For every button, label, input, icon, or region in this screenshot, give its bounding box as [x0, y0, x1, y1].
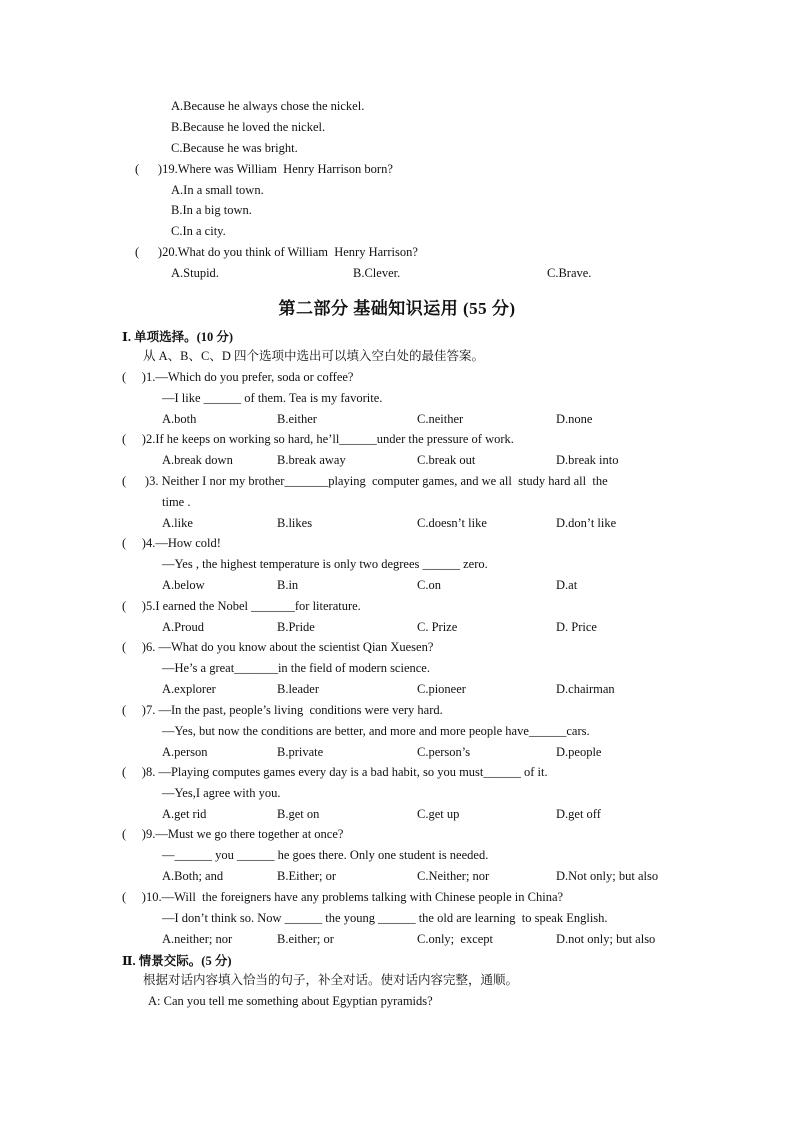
option-a: A.person: [162, 745, 208, 759]
section2-title: Ⅱ. 情景交际。(5 分): [122, 954, 232, 968]
option-b: B.private: [277, 745, 324, 759]
option-d: D. Price: [556, 620, 597, 634]
q19-option-b: B.In a big town.: [171, 203, 252, 217]
question-stem: ( )3. Neither I nor my brother_______playing computer games, and we all study hard all the: [122, 474, 608, 488]
section2-instruction: 根据对话内容填入恰当的句子，补全对话。使对话内容完整，通顺。: [143, 973, 519, 987]
q20-option-a: A.Stupid.: [171, 266, 219, 280]
q18-option-b: B.Because he loved the nickel.: [171, 120, 326, 134]
option-c: C.Neither; nor: [417, 869, 490, 883]
option-a: A.Proud: [162, 620, 205, 634]
option-a: A.explorer: [162, 682, 216, 696]
option-a: A.neither; nor: [162, 932, 233, 946]
option-a: A.get rid: [162, 807, 207, 821]
q18-option-c: C.Because he was bright.: [171, 141, 298, 155]
q20-option-b: B.Clever.: [353, 266, 401, 280]
option-c: C.pioneer: [417, 682, 466, 696]
question-stem: ( )6. —What do you know about the scientist Qian Xuesen?: [122, 640, 434, 654]
question-stem: ( )4.—How cold!: [122, 536, 221, 550]
q19-stem: ( )19.Where was William Henry Harrison born?: [135, 162, 393, 176]
question-line: —Yes,I agree with you.: [162, 786, 281, 800]
option-c: C.on: [417, 578, 441, 592]
section1-title: Ⅰ. 单项选择。(10 分): [122, 330, 234, 344]
option-c: C.only; except: [417, 932, 494, 946]
q19-option-c: C.In a city.: [171, 224, 226, 238]
question-line: —Yes , the highest temperature is only two degrees ______ zero.: [162, 557, 488, 571]
option-b: B.in: [277, 578, 299, 592]
question-line: —I like ______ of them. Tea is my favorite.: [162, 391, 383, 405]
option-a: A.both: [162, 412, 197, 426]
option-d: D.at: [556, 578, 578, 592]
option-b: B.either: [277, 412, 317, 426]
question-stem: ( )2.If he keeps on working so hard, he’ll______under the pressure of work.: [122, 432, 514, 446]
option-c: C. Prize: [417, 620, 458, 634]
question-stem: ( )1.—Which do you prefer, soda or coffee?: [122, 370, 354, 384]
question-stem: ( )10.—Will the foreigners have any problems talking with Chinese people in China?: [122, 890, 564, 904]
q19-option-a: A.In a small town.: [171, 183, 264, 197]
option-b: B.Pride: [277, 620, 315, 634]
question-line: —Yes, but now the conditions are better, and more and more people have______cars.: [162, 724, 590, 738]
question-line: —He’s a great_______in the field of modern science.: [162, 661, 430, 675]
option-b: B.break away: [277, 453, 346, 467]
option-b: B.leader: [277, 682, 319, 696]
option-c: C.doesn’t like: [417, 516, 487, 530]
question-line: —I don’t think so. Now ______ the young ______ the old are learning to speak English.: [162, 911, 608, 925]
option-d: D.don’t like: [556, 516, 617, 530]
option-b: B.either; or: [277, 932, 334, 946]
option-d: D.chairman: [556, 682, 615, 696]
dialogue-line: A: Can you tell me something about Egyptian pyramids?: [148, 994, 433, 1008]
option-d: D.not only; but also: [556, 932, 656, 946]
option-c: C.get up: [417, 807, 460, 821]
option-c: C.neither: [417, 412, 464, 426]
q20-stem: ( )20.What do you think of William Henry Harrison?: [135, 245, 418, 259]
option-d: D.Not only; but also: [556, 869, 659, 883]
q18-option-a: A.Because he always chose the nickel.: [171, 99, 365, 113]
option-a: A.below: [162, 578, 205, 592]
q20-option-c: C.Brave.: [547, 266, 592, 280]
section1-instruction: 从 A、B、C、D 四个选项中选出可以填入空白处的最佳答案。: [143, 349, 484, 363]
option-d: D.none: [556, 412, 593, 426]
option-a: A.like: [162, 516, 193, 530]
question-stem: ( )9.—Must we go there together at once?: [122, 827, 344, 841]
option-a: A.break down: [162, 453, 233, 467]
option-b: B.likes: [277, 516, 313, 530]
option-c: C.person’s: [417, 745, 471, 759]
option-b: B.get on: [277, 807, 320, 821]
question-line: time .: [162, 495, 191, 509]
question-stem: ( )7. —In the past, people’s living conditions were very hard.: [122, 703, 443, 717]
option-d: D.break into: [556, 453, 619, 467]
option-b: B.Either; or: [277, 869, 337, 883]
part2-title: 第二部分 基础知识运用 (55 分): [278, 299, 516, 318]
question-stem: ( )5.I earned the Nobel _______for literature.: [122, 599, 361, 613]
option-d: D.get off: [556, 807, 601, 821]
question-stem: ( )8. —Playing computes games every day is a bad habit, so you must______ of it.: [122, 765, 548, 779]
option-c: C.break out: [417, 453, 476, 467]
option-d: D.people: [556, 745, 602, 759]
question-line: —______ you ______ he goes there. Only one student is needed.: [162, 848, 489, 862]
option-a: A.Both; and: [162, 869, 224, 883]
